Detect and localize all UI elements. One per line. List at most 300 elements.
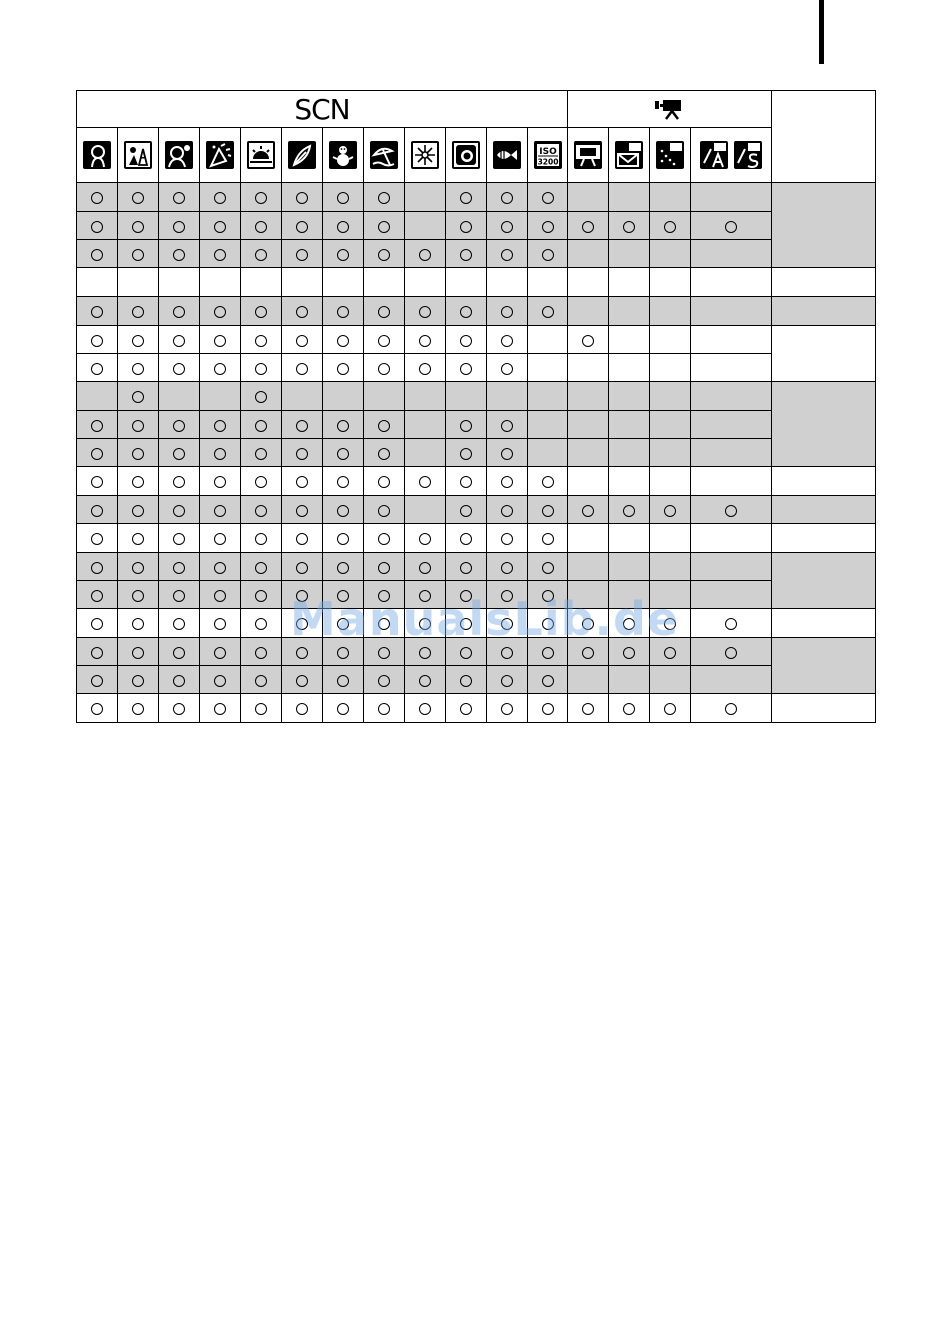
table-cell <box>200 268 241 297</box>
available-circle-mark <box>173 221 185 233</box>
available-circle-mark <box>91 703 103 715</box>
table-cell <box>77 694 118 723</box>
table-cell <box>241 240 282 268</box>
available-circle-mark <box>542 590 554 602</box>
table-cell <box>241 496 282 524</box>
table-row <box>77 638 876 666</box>
available-circle-mark <box>542 533 554 545</box>
available-circle-mark <box>419 647 431 659</box>
table-cell <box>650 496 691 524</box>
table-cell <box>77 467 118 496</box>
available-circle-mark <box>296 647 308 659</box>
available-circle-mark <box>542 476 554 488</box>
available-circle-mark <box>132 335 144 347</box>
available-circle-mark <box>132 476 144 488</box>
side-description-cell <box>772 183 876 268</box>
table-cell <box>691 439 772 467</box>
available-circle-mark <box>91 448 103 460</box>
available-circle-mark <box>501 505 513 517</box>
table-cell <box>159 467 200 496</box>
table-cell <box>323 382 364 411</box>
table-cell <box>609 496 650 524</box>
available-circle-mark <box>501 533 513 545</box>
available-circle-mark <box>173 335 185 347</box>
side-description-cell <box>772 496 876 524</box>
table-cell <box>364 411 405 439</box>
table-cell <box>77 183 118 212</box>
table-cell <box>118 268 159 297</box>
scn-mode-cell <box>446 128 487 183</box>
available-circle-mark <box>214 505 226 517</box>
table-cell <box>77 666 118 694</box>
table-cell <box>323 268 364 297</box>
movie-header <box>568 91 772 128</box>
available-circle-mark <box>337 562 349 574</box>
available-circle-mark <box>255 363 267 375</box>
table-cell <box>241 666 282 694</box>
table-cell <box>568 609 609 638</box>
table-row <box>77 666 876 694</box>
available-circle-mark <box>378 647 390 659</box>
table-cell <box>364 609 405 638</box>
available-circle-mark <box>542 192 554 204</box>
table-cell <box>159 326 200 354</box>
available-circle-mark <box>255 703 267 715</box>
table-row <box>77 581 876 609</box>
table-cell <box>323 666 364 694</box>
table-cell <box>159 212 200 240</box>
table-cell <box>323 524 364 553</box>
available-circle-mark <box>542 505 554 517</box>
table-cell <box>650 326 691 354</box>
available-circle-mark <box>255 221 267 233</box>
table-cell <box>568 524 609 553</box>
table-cell <box>364 496 405 524</box>
available-circle-mark <box>296 533 308 545</box>
available-circle-mark <box>582 618 594 630</box>
table-cell <box>282 326 323 354</box>
available-circle-mark <box>173 618 185 630</box>
available-circle-mark <box>337 533 349 545</box>
available-circle-mark <box>419 306 431 318</box>
available-circle-mark <box>132 420 144 432</box>
table-cell <box>200 553 241 581</box>
table-cell <box>487 467 528 496</box>
table-cell <box>364 240 405 268</box>
available-circle-mark <box>296 221 308 233</box>
available-circle-mark <box>132 249 144 261</box>
table-cell <box>487 297 528 326</box>
table-cell <box>364 297 405 326</box>
scn-mode-cell <box>118 128 159 183</box>
table-cell <box>650 354 691 382</box>
table-cell <box>609 439 650 467</box>
available-circle-mark <box>91 335 103 347</box>
available-circle-mark <box>378 533 390 545</box>
table-cell <box>691 553 772 581</box>
available-circle-mark <box>91 363 103 375</box>
table-cell <box>691 212 772 240</box>
available-circle-mark <box>296 618 308 630</box>
table-cell <box>405 183 446 212</box>
table-cell <box>691 354 772 382</box>
table-cell <box>446 439 487 467</box>
table-cell <box>650 439 691 467</box>
available-circle-mark <box>501 476 513 488</box>
table-cell <box>650 382 691 411</box>
available-circle-mark <box>460 249 472 261</box>
table-cell <box>282 666 323 694</box>
table-cell <box>323 212 364 240</box>
table-cell <box>364 666 405 694</box>
available-circle-mark <box>91 590 103 602</box>
table-cell <box>241 581 282 609</box>
table-cell <box>609 183 650 212</box>
table-cell <box>609 212 650 240</box>
available-circle-mark <box>460 533 472 545</box>
table-row <box>77 212 876 240</box>
scn-mode-cell <box>282 128 323 183</box>
available-circle-mark <box>501 335 513 347</box>
table-cell <box>568 183 609 212</box>
page-edge-tab-marker <box>819 0 824 64</box>
table-cell <box>282 240 323 268</box>
table-cell <box>364 268 405 297</box>
available-circle-mark <box>460 363 472 375</box>
available-circle-mark <box>337 192 349 204</box>
svg-text:3200: 3200 <box>537 157 558 167</box>
table-cell <box>159 638 200 666</box>
available-circle-mark <box>501 192 513 204</box>
table-cell <box>609 666 650 694</box>
table-cell <box>77 354 118 382</box>
available-circle-mark <box>214 306 226 318</box>
available-circle-mark <box>378 562 390 574</box>
available-circle-mark <box>214 335 226 347</box>
available-circle-mark <box>460 675 472 687</box>
available-circle-mark <box>296 335 308 347</box>
table-cell <box>609 609 650 638</box>
scn-mode-cell <box>200 128 241 183</box>
table-cell <box>159 268 200 297</box>
table-cell <box>609 694 650 723</box>
available-circle-mark <box>419 618 431 630</box>
table-cell <box>282 496 323 524</box>
table-cell <box>405 524 446 553</box>
table-cell <box>77 411 118 439</box>
available-circle-mark <box>255 647 267 659</box>
table-cell <box>282 439 323 467</box>
table-cell <box>282 694 323 723</box>
table-cell <box>118 496 159 524</box>
available-circle-mark <box>132 618 144 630</box>
available-circle-mark <box>337 505 349 517</box>
available-circle-mark <box>337 476 349 488</box>
available-circle-mark <box>542 703 554 715</box>
available-circle-mark <box>582 703 594 715</box>
table-cell <box>405 609 446 638</box>
available-circle-mark <box>296 448 308 460</box>
table-cell <box>568 354 609 382</box>
table-cell <box>650 666 691 694</box>
table-cell <box>609 268 650 297</box>
available-circle-mark <box>725 618 737 630</box>
side-description-cell <box>772 297 876 326</box>
available-circle-mark <box>378 363 390 375</box>
available-circle-mark <box>173 249 185 261</box>
table-cell <box>650 694 691 723</box>
table-cell <box>528 467 568 496</box>
available-circle-mark <box>501 675 513 687</box>
available-circle-mark <box>173 363 185 375</box>
available-circle-mark <box>337 618 349 630</box>
table-cell <box>650 297 691 326</box>
available-circle-mark <box>173 476 185 488</box>
table-cell <box>568 326 609 354</box>
table-cell <box>446 496 487 524</box>
table-cell <box>241 694 282 723</box>
movie-mode-cell <box>650 128 691 183</box>
portrait-icon <box>83 141 111 169</box>
available-circle-mark <box>460 448 472 460</box>
table-cell <box>691 268 772 297</box>
table-cell <box>528 382 568 411</box>
table-cell <box>200 382 241 411</box>
table-cell <box>282 183 323 212</box>
available-circle-mark <box>173 306 185 318</box>
available-circle-mark <box>460 476 472 488</box>
available-circle-mark <box>214 590 226 602</box>
available-circle-mark <box>91 249 103 261</box>
available-circle-mark <box>460 647 472 659</box>
table-row <box>77 382 876 411</box>
table-cell <box>528 326 568 354</box>
side-description-cell <box>772 694 876 723</box>
table-cell <box>364 581 405 609</box>
scn-mode-cell <box>528 128 568 183</box>
table-cell <box>118 609 159 638</box>
available-circle-mark <box>419 562 431 574</box>
table-cell <box>528 268 568 297</box>
available-circle-mark <box>173 590 185 602</box>
available-circle-mark <box>337 647 349 659</box>
table-cell <box>323 638 364 666</box>
aquarium-icon <box>493 141 521 169</box>
available-circle-mark <box>501 590 513 602</box>
scn-mode-cell <box>77 128 118 183</box>
available-circle-mark <box>132 391 144 403</box>
table-cell <box>118 354 159 382</box>
table-cell <box>159 183 200 212</box>
table-cell <box>487 326 528 354</box>
table-cell <box>364 553 405 581</box>
available-circle-mark <box>460 306 472 318</box>
watermark: ManualsLib.de <box>290 592 680 646</box>
table-cell <box>609 581 650 609</box>
table-cell <box>609 411 650 439</box>
available-circle-mark <box>296 703 308 715</box>
table-cell <box>200 212 241 240</box>
scene-mode-compatibility-table <box>76 90 876 723</box>
table-cell <box>650 581 691 609</box>
table-cell <box>568 496 609 524</box>
available-circle-mark <box>255 249 267 261</box>
table-cell <box>118 297 159 326</box>
table-cell <box>323 439 364 467</box>
available-circle-mark <box>214 363 226 375</box>
available-circle-mark <box>337 335 349 347</box>
table-cell <box>282 553 323 581</box>
scn-mode-cell <box>159 128 200 183</box>
available-circle-mark <box>725 221 737 233</box>
table-cell <box>691 467 772 496</box>
available-circle-mark <box>296 675 308 687</box>
table-cell <box>282 581 323 609</box>
table-cell <box>487 524 528 553</box>
available-circle-mark <box>623 505 635 517</box>
table-cell <box>200 496 241 524</box>
available-circle-mark <box>214 448 226 460</box>
available-circle-mark <box>173 192 185 204</box>
table-cell <box>405 496 446 524</box>
available-circle-mark <box>501 363 513 375</box>
table-cell <box>241 268 282 297</box>
available-circle-mark <box>582 221 594 233</box>
table-cell <box>118 524 159 553</box>
table-cell <box>650 212 691 240</box>
table-cell <box>650 524 691 553</box>
available-circle-mark <box>132 647 144 659</box>
available-circle-mark <box>132 675 144 687</box>
table-row <box>77 496 876 524</box>
table-cell <box>241 382 282 411</box>
available-circle-mark <box>664 221 676 233</box>
table-cell <box>446 183 487 212</box>
available-circle-mark <box>132 703 144 715</box>
table-cell <box>200 354 241 382</box>
available-circle-mark <box>337 675 349 687</box>
available-circle-mark <box>542 647 554 659</box>
table-cell <box>200 666 241 694</box>
table-row <box>77 467 876 496</box>
table-cell <box>568 553 609 581</box>
available-circle-mark <box>296 249 308 261</box>
table-cell <box>118 694 159 723</box>
table-cell <box>200 240 241 268</box>
table-cell <box>691 524 772 553</box>
table-cell <box>528 666 568 694</box>
available-circle-mark <box>378 335 390 347</box>
movie-mode-cell <box>609 128 650 183</box>
table-cell <box>77 439 118 467</box>
table-cell <box>200 524 241 553</box>
available-circle-mark <box>378 618 390 630</box>
table-cell <box>77 638 118 666</box>
available-circle-mark <box>296 306 308 318</box>
table-cell <box>323 183 364 212</box>
table-cell <box>446 382 487 411</box>
available-circle-mark <box>337 590 349 602</box>
table-cell <box>323 553 364 581</box>
table-row <box>77 553 876 581</box>
table-cell <box>568 666 609 694</box>
table-cell <box>405 297 446 326</box>
table-cell <box>241 638 282 666</box>
scn-mode-cell <box>241 128 282 183</box>
table-cell <box>446 411 487 439</box>
available-circle-mark <box>255 335 267 347</box>
available-circle-mark <box>173 562 185 574</box>
available-circle-mark <box>542 306 554 318</box>
available-circle-mark <box>296 590 308 602</box>
available-circle-mark <box>91 562 103 574</box>
available-circle-mark <box>255 618 267 630</box>
available-circle-mark <box>255 562 267 574</box>
available-circle-mark <box>725 647 737 659</box>
available-circle-mark <box>255 505 267 517</box>
available-circle-mark <box>337 306 349 318</box>
table-row <box>77 183 876 212</box>
available-circle-mark <box>460 505 472 517</box>
table-cell <box>568 694 609 723</box>
available-circle-mark <box>501 448 513 460</box>
table-cell <box>691 382 772 411</box>
table-cell <box>364 439 405 467</box>
table-row <box>77 354 876 382</box>
available-circle-mark <box>91 647 103 659</box>
table-cell <box>609 326 650 354</box>
table-cell <box>282 212 323 240</box>
table-cell <box>609 354 650 382</box>
table-cell <box>323 694 364 723</box>
available-circle-mark <box>132 505 144 517</box>
available-circle-mark <box>132 533 144 545</box>
table-cell <box>241 609 282 638</box>
available-circle-mark <box>173 675 185 687</box>
table-cell <box>282 268 323 297</box>
table-cell <box>405 382 446 411</box>
available-circle-mark <box>337 703 349 715</box>
movie-mode-cell <box>568 128 609 183</box>
available-circle-mark <box>501 562 513 574</box>
available-circle-mark <box>91 618 103 630</box>
iso3200-icon <box>534 141 562 169</box>
table-cell <box>528 212 568 240</box>
table-cell <box>405 439 446 467</box>
table-row <box>77 268 876 297</box>
table-row <box>77 694 876 723</box>
table-cell <box>364 694 405 723</box>
side-description-cell <box>772 382 876 467</box>
table-cell <box>650 268 691 297</box>
available-circle-mark <box>501 306 513 318</box>
table-cell <box>568 297 609 326</box>
available-circle-mark <box>255 306 267 318</box>
available-circle-mark <box>214 647 226 659</box>
available-circle-mark <box>501 221 513 233</box>
table-cell <box>200 581 241 609</box>
table-cell <box>364 638 405 666</box>
table-cell <box>241 326 282 354</box>
available-circle-mark <box>501 647 513 659</box>
available-circle-mark <box>623 221 635 233</box>
available-circle-mark <box>91 675 103 687</box>
table-cell <box>650 467 691 496</box>
available-circle-mark <box>419 363 431 375</box>
table-cell <box>200 326 241 354</box>
table-cell <box>323 240 364 268</box>
table-cell <box>487 354 528 382</box>
